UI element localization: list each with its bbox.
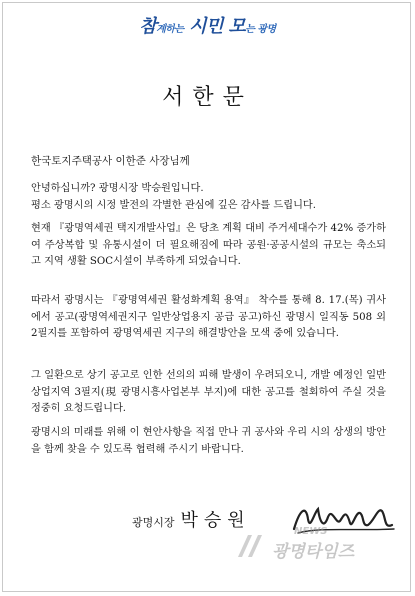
paragraph-plan: 따라서 광명시는 『광명역세권 활성화계획 용역』 착수를 통해 8. 17.(목) 귀사에서 공고(광명역세권지구 일반상업용지 공급 공고)하신 광명시 일직동 508 외 2필지를 포함하여 광명역세권 지구의 해결방안을 모색 중에 있습니다. (31, 295, 386, 340)
paragraph-request: 그 일환으로 상기 공고로 인한 선의의 피해 발생이 우려되오니, 개발 예정인 일반상업지역 3필지(現 광명시흥사업본부 부지)에 대한 공고를 철회하여 주실 것을 정중히 요청드립니다. (31, 370, 386, 415)
slogan-part-1: 참 (139, 16, 157, 37)
watermark-news-label: NEWS (294, 526, 328, 537)
greeting-text: 안녕하십니까? 광명시장 박승원입니다. 평소 광명시의 시정 발전의 각별한 관심에 깊은 감사를 드립니다. (31, 183, 317, 211)
slogan-part-4: 모 (228, 16, 246, 37)
watermark-logo-icon (234, 529, 268, 561)
recipient-line: 한국토지주택공사 이한준 사장님께 (31, 155, 190, 167)
slogan-part-5: 는 광명 (245, 24, 276, 35)
paragraph-background: 현재 『광명역세권 택지개발사업』은 당초 계획 대비 주거세대수가 42% 증가하여 주상복합 및 유통시설이 더 필요해짐에 따라 공원·공공시설의 규모는 축소되고 지역 생활 SOC시설이 부족하게 되었습니다. (31, 223, 386, 268)
slogan-part-2: 계하는 (156, 24, 184, 35)
city-slogan (0, 12, 415, 38)
document-title: 서한문 (162, 85, 253, 110)
signer-name: 박승원 (180, 510, 251, 531)
watermark-brand-label: 광명타임즈 (272, 542, 355, 562)
paragraph-closing: 광명시의 미래를 위해 이 현안사항을 직접 만나 귀 공사와 우리 시의 상생의 방안을 함께 찾을 수 있도록 협력해 주시기 바랍니다. (31, 427, 386, 455)
slogan-part-3: 시민 (189, 16, 223, 37)
paragraph-greeting (31, 181, 386, 214)
signer-role: 광명시장 (132, 516, 175, 529)
news-watermark (232, 523, 407, 567)
